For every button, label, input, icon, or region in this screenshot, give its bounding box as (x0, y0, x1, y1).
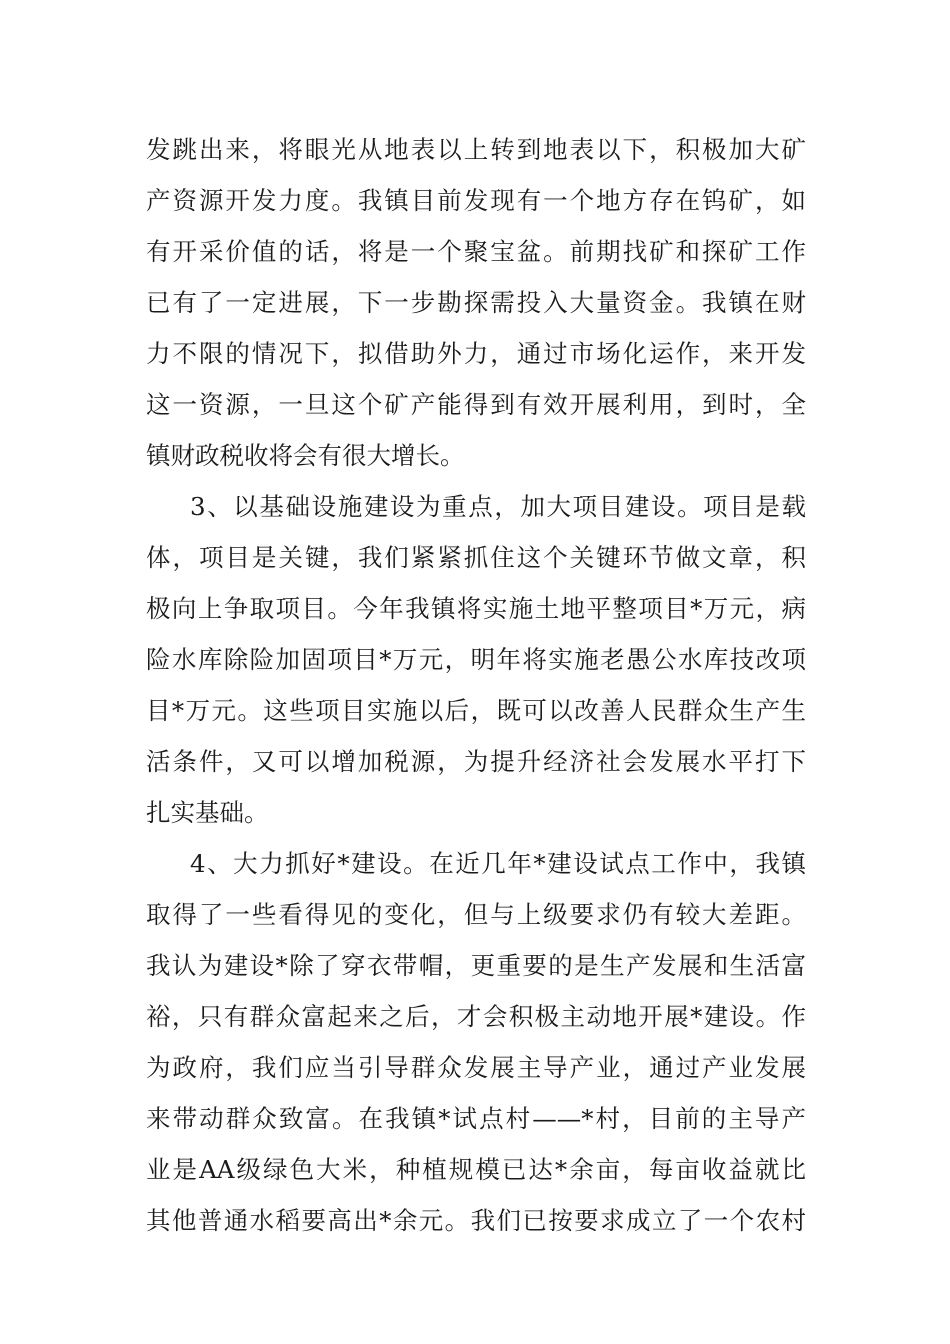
text-line: 目*万元。这些项目实施以后，既可以改善人民群众生产生 (146, 696, 806, 725)
text-line: 为政府，我们应当引导群众发展主导产业，通过产业发展 (146, 1053, 806, 1082)
text-line: 扎实基础。 (146, 798, 269, 827)
text-line: 活条件，又可以增加税源，为提升经济社会发展水平打下 (146, 747, 806, 776)
text-line: 4、大力抓好*建设。在近几年*建设试点工作中，我镇 (190, 849, 806, 878)
text-line: 3、以基础设施建设为重点，加大项目建设。项目是载 (190, 492, 806, 521)
text-line: 业是AA级绿色大米，种植规模已达*余亩，每亩收益就比 (146, 1155, 806, 1184)
paragraph-construction (146, 838, 806, 1246)
text-line: 发跳出来，将眼光从地表以上转到地表以下，积极加大矿 (146, 135, 806, 164)
text-line: 镇财政税收将会有很大增长。 (146, 441, 465, 470)
text-line: 已有了一定进展，下一步勘探需投入大量资金。我镇在财 (146, 288, 806, 317)
text-line: 来带动群众致富。在我镇*试点村——*村，目前的主导产 (146, 1104, 806, 1133)
text-line: 有开采价值的话，将是一个聚宝盆。前期找矿和探矿工作 (146, 237, 806, 266)
text-line: 力不限的情况下，拟借助外力，通过市场化运作，来开发 (146, 339, 806, 368)
text-line: 其他普通水稻要高出*余元。我们已按要求成立了一个农村 (146, 1206, 806, 1235)
text-line: 取得了一些看得见的变化，但与上级要求仍有较大差距。 (146, 900, 806, 929)
text-line: 裕，只有群众富起来之后，才会积极主动地开展*建设。作 (146, 1002, 806, 1031)
paragraph-mining (146, 124, 806, 481)
text-line: 这一资源，一旦这个矿产能得到有效开展利用，到时，全 (146, 390, 806, 419)
text-line: 险水库除险加固项目*万元，明年将实施老愚公水库技改项 (146, 645, 806, 674)
paragraph-infrastructure (146, 481, 806, 838)
text-line: 产资源开发力度。我镇目前发现有一个地方存在钨矿，如 (146, 186, 806, 215)
text-line: 我认为建设*除了穿衣带帽，更重要的是生产发展和生活富 (146, 951, 806, 980)
text-line: 极向上争取项目。今年我镇将实施土地平整项目*万元，病 (146, 594, 806, 623)
text-line: 体，项目是关键，我们紧紧抓住这个关键环节做文章，积 (146, 543, 806, 572)
